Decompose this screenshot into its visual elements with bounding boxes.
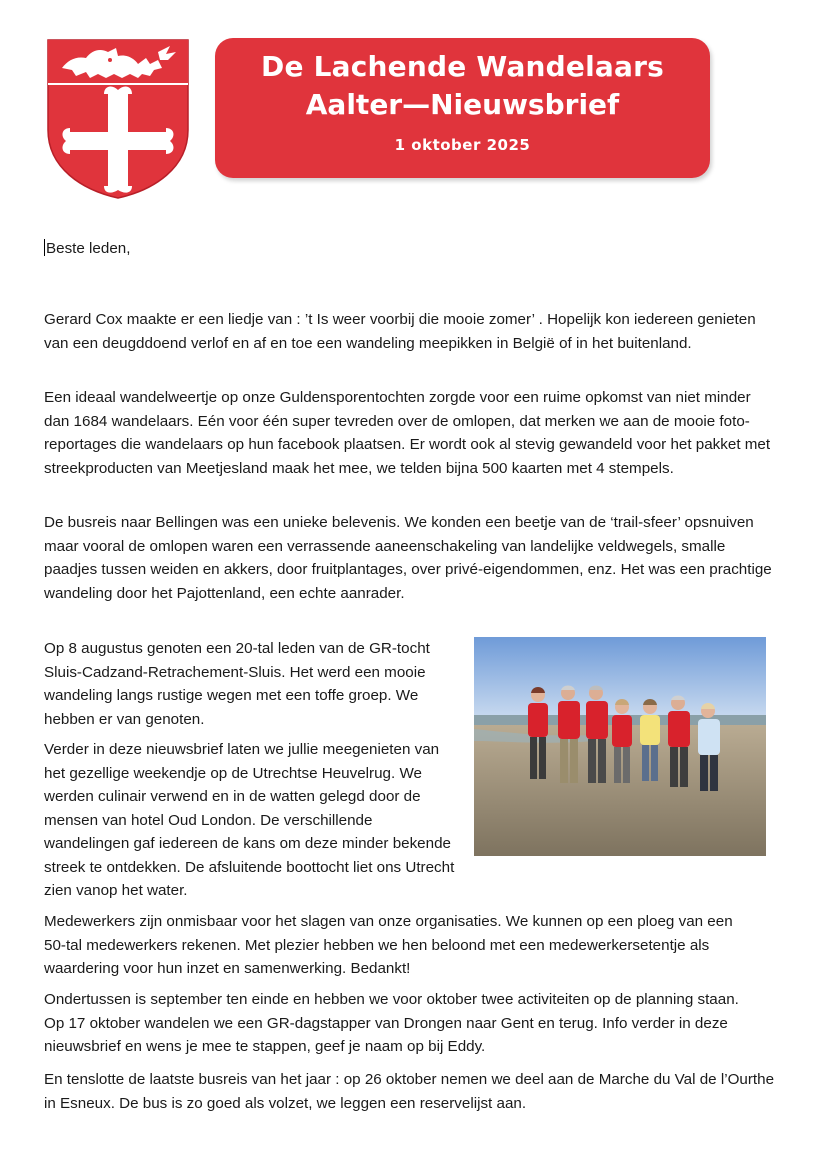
group-photo — [474, 637, 766, 856]
paragraph-7: Ondertussen is september ten einde en hebben we voor oktober twee activiteiten op de planning staan. Op 17 oktober wandelen we een GR-dagstapper van Drongen naar Gent en terug. Info verder in deze nieuwsbrief en wens je mee te stappen, geef je naam op bij Eddy. — [44, 991, 739, 1055]
newsletter-subtitle: Aalter—Nieuwsbrief — [305, 88, 620, 121]
paragraph-4: Op 8 augustus genoten een 20-tal leden van de GR-tocht Sluis-Cadzand-Retrachement-Sluis. Het werd een mooie wandeling langs rustige wegen met een toffe groep. We hebben er van genoten. — [44, 640, 430, 728]
coat-of-arms-logo — [46, 38, 190, 200]
greeting-line — [44, 237, 444, 261]
paragraph-1: Gerard Cox maakte er een liedje van : ’t Is weer voorbij die mooie zomer’ . Hopelijk kon iedereen genieten van een deugddoend verlof en af en toe een wandeling meepikken in België of in het buitenland. — [44, 311, 756, 352]
paragraph-5: Verder in deze nieuwsbrief laten we jullie meegenieten van het gezellige weekendje op de Utrechtse Heuvelrug. We werden culinair verwend en in de watten gelegd door de mensen van hotel Oud London. De verschillende wandelingen gaf iedereen de kans om deze minder bekende streek te ontdekken. De afsluitende boottocht liet ons Utrecht zien vanop het water. — [44, 741, 455, 899]
text-cursor — [44, 239, 45, 256]
title-banner — [215, 38, 710, 178]
newsletter-date: 1 oktober 2025 — [394, 136, 531, 154]
paragraph-6: Medewerkers zijn onmisbaar voor het slagen van onze organisaties. We kunnen op een ploeg van een 50-tal medewerkers rekenen. Met plezier hebben we hen beloond met een medewerkersetentje als waardering voor hun inzet en samenwerking. Bedankt! — [44, 913, 733, 977]
greeting: Beste leden, — [46, 240, 131, 257]
newsletter-title: De Lachende Wandelaars — [261, 50, 664, 83]
paragraph-8: En tenslotte de laatste busreis van het jaar : op 26 oktober nemen we deel aan de Marche du Val de l’Ourthe in Esneux. De bus is zo goed als volzet, we leggen een reservelijst aan. — [44, 1071, 775, 1112]
paragraph-3: De busreis naar Bellingen was een unieke belevenis. We konden een beetje van de ‘trail-sfeer’ opsnuiven maar vooral de omlopen waren een verrassende aaneenschakeling van landelijke veldwegels, smalle paadjes tussen weiden en akkers, door fruitplantages, over privé-eigendommen, enz. Het was een prachtige wandeling door het Pajottenland, een echte aanrader. — [44, 514, 772, 602]
paragraph-2: Een ideaal wandelweertje op onze Guldensporentochten zorgde voor een ruime opkomst van niet minder dan 1684 wandelaars. Eén voor één super tevreden over de omlopen, dat merken we aan de mooie foto-reportages die wandelaars op hun facebook plaatsen. Er wordt ook al stevig gewandeld voor het pakket met streekproducten van Meetjesland maak het mee, we telden bijna 500 kaarten met 4 stempels. — [44, 389, 771, 477]
